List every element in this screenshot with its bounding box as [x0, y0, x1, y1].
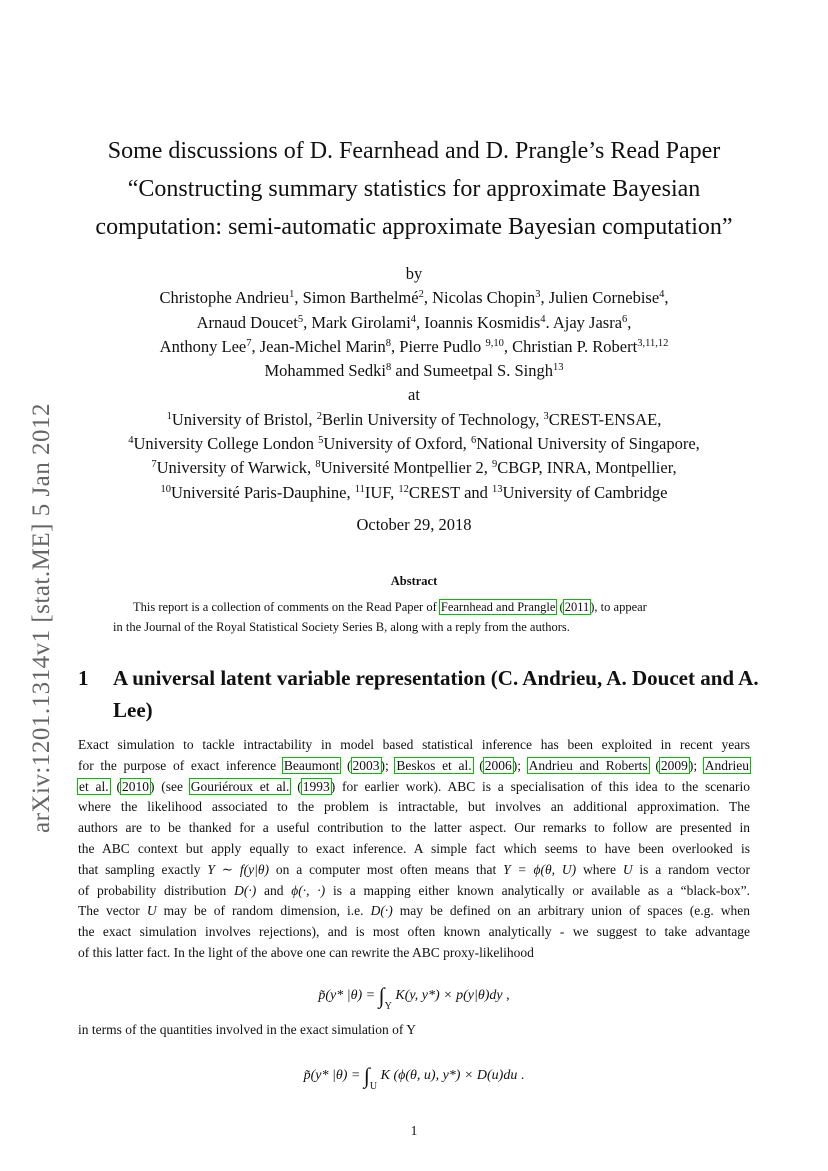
page-number: 1 [410, 1123, 418, 1138]
abstract-line: This report is a collection of comments on the Read Paper of Fearnhead and Prangle (2011), to appear [133, 600, 647, 614]
body-line: where the likelihood associated to the problem is intractable, but involves an additional approximation. The [78, 799, 750, 815]
body-line: of probability distribution D(·) and ϕ(·, ·) is a mapping either known analytically or available as a “black-box”. [78, 882, 750, 898]
body-line: Exact simulation to tackle intractability in model based statistical inference has been exploited in recent years [78, 737, 750, 752]
citation-link[interactable]: Gouriéroux et al. [190, 778, 290, 794]
citation-link[interactable]: 1993 [302, 778, 330, 794]
citation-link[interactable]: 2006 [484, 757, 512, 773]
lead-text: in terms of the quantities involved in the exact simulation of Y [78, 1022, 417, 1037]
citation-link[interactable]: 2011 [564, 600, 590, 614]
author-line: Mohammed Sedki$^8$ and Sumeetpal S. Singh$^{13}$ [264, 361, 564, 381]
citation-link[interactable]: 2003 [352, 757, 380, 773]
author-line: Christophe Andrieu$^1$, Simon Barthelmé$^2$, Nicolas Chopin$^3$, Julien Cornebise$^4$, [159, 288, 669, 308]
citation-link[interactable]: 2009 [660, 757, 688, 773]
citation-link[interactable]: 2010 [121, 778, 149, 794]
author-block [60, 262, 768, 505]
at-label: at [408, 385, 420, 405]
integral-symbol: ∫ [378, 983, 385, 1008]
body-paragraph [78, 735, 750, 964]
affiliation-line: $^1$University of Bristol, $^2$Berlin University of Technology, $^3$CREST-ENSAE, [166, 409, 662, 429]
by-label: by [405, 264, 423, 283]
body-line: that sampling exactly Y ∼ f(y|θ) on a computer most often means that Y = ϕ(θ, U) where U is a random vector [78, 861, 751, 877]
title-line: “Constructing summary statistics for approximate Bayesian [127, 176, 701, 202]
affiliation-line: $^{10}$Université Paris-Dauphine, $^{11}$IUF, $^{12}$CREST and $^{13}$University of Cambridge [160, 482, 668, 502]
citation-link[interactable]: Beskos et al. [396, 757, 472, 773]
citation-link[interactable]: Beaumont [283, 757, 340, 773]
body-line: authors are to be thanked for a useful contribution to the latter aspect. Our remarks to follow are presented in [78, 820, 750, 836]
body-line: The vector U may be of random dimension, i.e. D(·) may be defined on an arbitrary union of spaces (e.g. when [78, 903, 751, 919]
body-line: et al. (2010) (see Gouriéroux et al. (1993) for earlier work). ABC is a specialisation of this idea to the scenario [79, 778, 751, 794]
arxiv-margin-stamp [22, 375, 62, 860]
citation-link[interactable]: Andrieu [704, 757, 750, 773]
affiliation-line: $^4$University College London $^5$University of Oxford, $^6$National University of Singapore, [128, 434, 700, 454]
section-number: 1 [78, 666, 89, 690]
equation-exact-simulation: p̃(y* $|\theta) = \int_U$ K (ϕ(θ, u), y*) × D(u)du . [303, 1063, 525, 1092]
affiliation-line: $^7$University of Warwick, $^8$Université Montpellier 2, $^9$CBGP, INRA, Montpellier, [151, 458, 677, 478]
title-line: Some discussions of D. Fearnhead and D. Prangle’s Read Paper [107, 138, 721, 164]
body-line: for the purpose of exact inference Beaumont (2003); Beskos et al. (2006); Andrieu and Roberts (2009); Andrieu [78, 757, 750, 773]
citation-link[interactable]: et al. [79, 778, 109, 794]
body-line: the exact simulation involves rejections), and is most often known analytically - we suggest to take advantage [78, 924, 750, 940]
author-line: Anthony Lee$^7$, Jean-Michel Marin$^8$, Pierre Pudlo $^{9,10}$, Christian P. Robert$^{3,11,12}$ [159, 336, 669, 356]
section-title: A universal latent variable representation (C. Andrieu, A. Doucet and A. Lee) [113, 666, 759, 722]
body-line: the ABC context but apply equally to exact inference. A simple fact which seems to have been overlooked is [78, 840, 750, 856]
citation-link[interactable]: Andrieu and Roberts [528, 757, 648, 773]
paper-title [60, 132, 768, 246]
title-line: computation: semi-automatic approximate Bayesian computation” [95, 214, 733, 240]
body-line: of this latter fact. In the light of the above one can rewrite the ABC proxy-likelihood [78, 944, 534, 960]
citation-link[interactable]: Fearnhead and Prangle [440, 600, 556, 614]
equation-abc-likelihood: p̃(y* $|\theta) = \int_Y$ K(y, y*) × p(y|θ)dy , [318, 983, 510, 1012]
integral-symbol: ∫ [363, 1063, 370, 1088]
arxiv-stamp-text: arXiv:1201.1314v1 [stat.ME] 5 Jan 2012 [28, 402, 55, 833]
abstract-body [113, 597, 713, 637]
abstract-heading: Abstract [390, 574, 438, 588]
paper-date: October 29, 2018 [356, 515, 472, 534]
author-line: Arnaud Doucet$^5$, Mark Girolami$^4$, Ioannis Kosmidis$^4$. Ajay Jasra$^6$, [196, 312, 632, 332]
abstract-line: in the Journal of the Royal Statistical Society Series B, along with a reply from the authors. [113, 620, 570, 634]
